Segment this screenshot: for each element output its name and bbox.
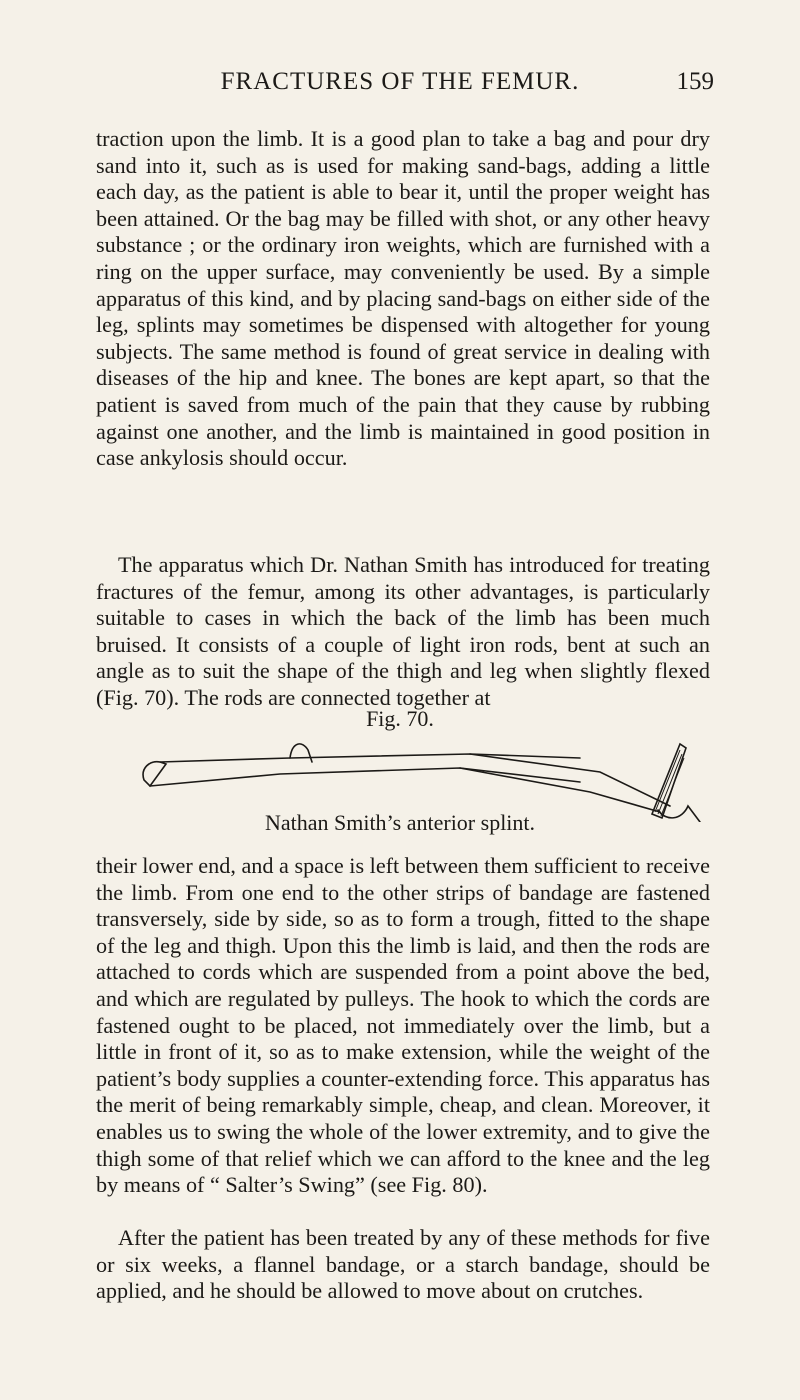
page-header xyxy=(0,68,800,108)
paragraph-3: their lower end, and a space is left between them sufficient to receive the limb. From one end to the other strips of bandage are fastened transversely, side by side, so as to form a trough, fitted to the shape of the leg and thigh. Upon this the limb is laid, and then the rods are attached to cords which are suspended from a point above the bed, and which are regulated by pulleys. The hook to which the cords are fastened ought to be placed, not immediately over the limb, but a little in front of it, so as to make extension, while the weight of the patient’s body supplies a counter-extending force. This apparatus has the merit of being remarkably simple, cheap, and clean. Moreover, it enables us to swing the whole of the lower extremity, and to give the thigh some of that relief which we can afford to the knee and the leg by means of “ Salter’s Swing” (see Fig. 80). xyxy=(96,853,710,1198)
splint-left-end xyxy=(143,762,166,786)
splint-illustration xyxy=(140,732,720,822)
splint-hook xyxy=(290,744,312,762)
running-title: FRACTURES OF THE FEMUR. xyxy=(220,68,580,95)
figure-label: Fig. 70. xyxy=(366,706,434,731)
paragraph-2: The apparatus which Dr. Nathan Smith has introduced for treating fractures of the femur, among its other advantages, is particularly suitable to cases in which the back of the limb has been much bruised. It consists of a couple of light iron rods, bent at such an angle as to suit the shape of the thigh and leg when slightly flexed (Fig. 70). The rods are connected together at xyxy=(96,552,710,710)
figure-caption: Nathan Smith’s anterior splint. xyxy=(264,810,536,835)
page-number: 159 xyxy=(676,68,714,95)
paragraph-1: traction upon the limb. It is a good plan to take a bag and pour dry sand into it, such as is used for making sand-bags, adding a little each day, as the patient is able to bear it, until the proper weight has been attained. Or the bag may be filled with shot, or any other heavy substance ; or the ordinary iron weights, which are furnished with a ring on the upper surface, may conveniently be used. By a simple apparatus of this kind, and by placing sand-bags on either side of the leg, splints may sometimes be dispensed with altogether for young subjects. The same method is found of great service in dealing with diseases of the hip and knee. The bones are kept apart, so that the patient is saved from much of the pain that they cause by rubbing against one another, and the limb is maintained in good position in case ankylosis should occur. xyxy=(96,126,710,471)
splint-lower-rod xyxy=(150,768,580,786)
paragraph-4: After the patient has been treated by any of these methods for five or six weeks, a flannel bandage, or a starch bandage, should be applied, and he should be allowed to move about on crutches. xyxy=(96,1225,710,1304)
